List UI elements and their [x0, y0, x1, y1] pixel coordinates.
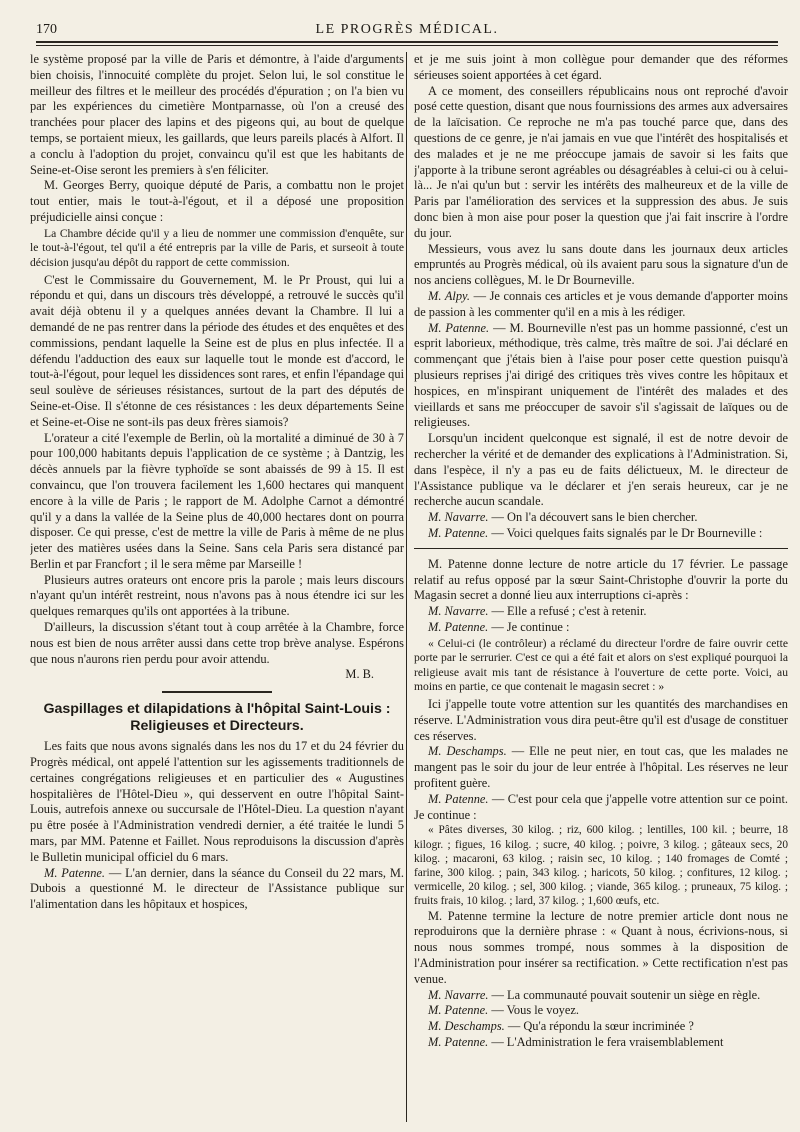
dialogue-line	[414, 510, 788, 526]
section-rule	[414, 548, 788, 549]
dialogue-line	[414, 289, 788, 321]
dialogue-text: — On l'a découvert sans le bien chercher.	[488, 510, 698, 525]
paragraph: Plusieurs autres orateurs ont encore pris la parole ; mais leurs discours n'ayant qu'un intérêt restreint, nous n'avons pas à nous étendre ici sur les quelques remarques qu'ils ont apportées à la tribune.	[30, 572, 404, 619]
dialogue-text: — C'est pour cela que j'appelle votre attention sur ce point. Je continue :	[414, 791, 788, 822]
dialogue-text: — Voici quelques faits signalés par le Dr Bourneville :	[488, 525, 763, 540]
running-title: LE PROGRÈS MÉDICAL.	[315, 22, 499, 37]
dialogue-text: — Je connais ces articles et je vous demande d'apporter moins de passion à les commenter qu'il en a mis à les rédiger.	[414, 288, 788, 319]
speaker-name: M. Patenne.	[428, 320, 490, 335]
paragraph: M. Georges Berry, quoique député de Paris, a combattu non le projet tout entier, mais le tout-à-l'égout, et il a déposé une proposition préjudicielle ainsi conçue :	[30, 178, 404, 224]
dialogue-line	[414, 526, 788, 542]
paragraph: et je me suis joint à mon collègue pour demander que des réformes sérieuses soient apportées à cet égard.	[414, 52, 788, 82]
dialogue-line	[414, 1035, 788, 1051]
section-separator	[162, 691, 272, 693]
dialogue-text: — Vous le voyez.	[488, 1003, 579, 1018]
paragraph: A ce moment, des conseillers républicains nous ont reproché d'avoir posé cette question, disant que nous fournissions des armes aux adversaires de la laïcisation. Ce reproche ne m'a pas touché parce que, dans des questions de ce genre, je n'ai jamais en vue que l'intérêt des hospitalisés et des malades et je ne me préoccupe jamais de savoir si les faits que j'apporte à la tribune seront agréables ou désagréables à celui-ci ou à celui-là... Je n'ai qu'un but : servir les intérêts des malheureux et de la ville de Paris par l'amélioration des services et la suppression des abus. Je suis donc bien à mon aise pour poser la question que j'ai fait inscrire à l'ordre du jour.	[414, 83, 788, 240]
dialogue-line	[30, 866, 404, 913]
article-title: Gaspillages et dilapidations à l'hôpital Saint-Louis : Religieuses et Directeurs.	[43, 701, 391, 735]
header-rule	[36, 41, 778, 43]
header-rule-thin	[36, 45, 778, 46]
dialogue-text: — L'Administration le fera vraisemblablement	[488, 1035, 724, 1050]
dialogue-line	[414, 620, 788, 636]
dialogue-text: — La communauté pouvait soutenir un siège en règle.	[488, 987, 761, 1002]
paragraph: Lorsqu'un incident quelconque est signalé, il est de notre devoir de rechercher la vérité et de demander des explications à l'Administration. Si, dans l'espèce, il n'y a pas eu de faits délictueux, M. le directeur de l'Assistance publique va le déclarer et j'en serais heureux, car je ne recherche aucun scandale.	[414, 431, 788, 509]
speaker-name: M. Navarre.	[428, 987, 489, 1002]
dialogue-text: — Elle ne peut nier, en tout cas, que les malades ne mangent pas le soir du jour de leur entrée à l'hôpital. Les réserves ne leur profitent guère.	[414, 744, 788, 791]
speaker-name: M. Deschamps.	[428, 744, 507, 759]
dialogue-text: — Elle a refusé ; c'est à retenir.	[488, 604, 647, 619]
speaker-name: M. Navarre.	[428, 604, 489, 619]
speaker-name: M. Patenne.	[428, 1035, 489, 1050]
dialogue-line	[414, 604, 788, 620]
paragraph: Ici j'appelle toute votre attention sur les quantités des marchandises en réserve. L'Administration vous dira peut-être qu'il est d'usage de constituer ces réserves.	[414, 697, 788, 743]
dialogue-text: — M. Bourneville n'est pas un homme passionné, c'est un esprit laborieux, méthodique, très calme, très maître de soi. J'ai déclaré en commençant que j'étais bien à l'aise pour poser cette question puisqu'à plusieurs reprises j'ai dirigé des critiques très vives contre les hôpitaux et hospices, en m'inspirant uniquement de l'intérêt des malades et des vieillards et sans me préoccuper de savoir s'il s'agissait de laïques ou de religieuses.	[414, 320, 788, 430]
speaker-name: M. Patenne.	[428, 525, 489, 540]
page-header	[36, 20, 778, 42]
speaker-name: M. Deschamps.	[428, 1019, 505, 1034]
page-number: 170	[36, 22, 57, 37]
paragraph: Les faits que nous avons signalés dans les nos du 17 et du 24 février du Progrès médical, ont appelé l'attention sur les agissements traditionnels de certaines congrégations religieuses et en particulier des « Augustines hospitalières de l'Hôtel-Dieu », qui desservent en outre l'hôpital Saint-Louis, autrefois annexe ou succursale de l'Hôtel-Dieu. La question n'ayant pu être posée à l'Administration vendredi dernier, a été traitée le lundi 5 mars, par MM. Patenne et Faillet. Nous reproduisons la discussion d'après le Bulletin municipal officiel du 6 mars.	[30, 739, 404, 864]
speaker-name: M. Alpy.	[428, 288, 470, 303]
paragraph: M. Patenne termine la lecture de notre premier article dont nous ne reproduirons que la dernière phrase : « Quant à nous, écrivions-nous, si nous nous sommes trompé, nous sommes à la disposition de l'Administration pour insérer sa rectification. » Cette rectification n'est pas venue.	[414, 908, 788, 986]
quoted-proposal: La Chambre décide qu'il y a lieu de nommer une commission d'enquête, sur le tout-à-l'égout, tel qu'il a été entrepris par la ville de Paris, et surseoit à toute décision jusqu'au dépôt du rapport de cette commission.	[30, 226, 404, 269]
paragraph: D'ailleurs, la discussion s'étant tout à coup arrêtée à la Chambre, force nous est bien de nous arrêter aussi dans cette trop brève analyse. Espérons que nous n'aurons rien perdu pour avoir attendu.	[30, 620, 404, 666]
inventory-list: « Pâtes diverses, 30 kilog. ; riz, 600 kilog. ; lentilles, 100 kil. ; beurre, 18 kilogr. ; figues, 16 kilog. ; sucre, 40 kilog. ; poivre, 3 kilog. ; gâteaux secs, 20 kilog. ; macaroni, 63 kilog. ; raisin sec, 10 kilog. ; 140 fromages de Comté ; farine, 300 kilog. ; pain, 343 kilog. ; haricots, 50 kilog. ; confitures, 12 kilog. ; vermicelle, 20 kilog. ; sel, 300 kilog. ; viande, 365 kilog. ; pruneaux, 75 kilog. ; fruits frais, 10 kilog. ; lard, 37 kilog. ; 1,600 œufs, etc.	[414, 824, 788, 908]
paragraph: Messieurs, vous avez lu sans doute dans les journaux deux articles empruntés au Progrès médical, où ils avaient paru sous la signature d'un de nos anciens collègues, M. le Dr Bourneville.	[414, 241, 788, 288]
dialogue-text: — Qu'a répondu la sœur incriminée ?	[504, 1019, 694, 1034]
dialogue-line	[414, 1019, 788, 1035]
dialogue-text: — L'an dernier, dans la séance du Conseil du 22 mars, M. Dubois a questionné M. le directeur de l'Assistance publique sur l'alimentation dans les hôpitaux et hospices,	[30, 865, 404, 912]
speaker-name: M. Patenne.	[44, 865, 105, 880]
dialogue-line	[414, 744, 788, 791]
signature: M. B.	[345, 667, 374, 682]
speaker-name: M. Patenne.	[428, 1003, 489, 1018]
paragraph: C'est le Commissaire du Gouvernement, M. le Pr Proust, qui lui a répondu et qui, dans un discours très développé, a retrouvé le succès qu'il avait déjà obtenu il y a quelques années devant la Chambre. Il lui a demandé de ne pas rentrer dans la période des études et des enquêtes et des commissions, pendant laquelle la Seine est de plus en plus infectée. Il a défendu l'adduction des eaux sur laquelle tout le monde est d'accord, le tout-à-l'égout, pour lequel les dissidences sont rares, et enfin l'épandage qui seul soulève de sérieuses résistances, surtout de la part des députés de Seine-et-Oise. Il s'étonne de ces résistances : les deux départements Seine et Seine-et-Oise ne sont-ils pas deux frères siamois?	[30, 272, 404, 429]
speaker-name: M. Patenne.	[428, 619, 489, 634]
left-column	[30, 52, 404, 1124]
quoted-passage: « Celui-ci (le contrôleur) a réclamé du directeur l'ordre de faire ouvrir cette porte par le serrurier. C'est ce qui a été fait et alors on s'est expliqué pourquoi la religieuse avait mis tant de résistance à l'ouverture de cette porte. Voici, au moins en partie, ce que contenait le magasin secret : »	[414, 636, 788, 694]
paragraph: M. Patenne donne lecture de notre article du 17 février. Le passage relatif au refus opposé par la sœur Saint-Christophe d'ouvrir la porte du Magasin secret a donné lieu aux interruptions ci-après :	[414, 556, 788, 603]
paragraph: L'orateur a cité l'exemple de Berlin, où la mortalité a diminué de 30 à 7 pour 100,000 habitants depuis l'application de ce système ; à Dantzig, les décès annuels par la fièvre typhoïde se sont abaissés de 99 à 15. Il est convaincu, que l'on trouvera facilement les 1,600 hectares qui manquent encore à la ville de Paris ; le rapport de M. Adolphe Carnot a démontré qu'il y a dans la vallée de la Seine plus de 40,000 hectares dont on pourra disposer. Ce qui presse, c'est de mettre la ville de Paris à même de ne plus jeter des matières usées dans la Seine. Sans cela Paris sera distancé par Berlin et par Francfort ; il le sera même par Marseille !	[30, 430, 404, 571]
paragraph: le système proposé par la ville de Paris et démontre, à l'aide d'arguments bien choisis, l'innocuité complète du projet. Selon lui, le sol constitue le meilleur des filtres et le meilleur des procédés d'épuration ; on l'a bien vu par les expériences du cimetière Montparnasse, où l'on a creusé des tranchées pour placer des lapins et des pigeons qui, au bout de quelque temps, se portaient mieux, les gaillards, que leurs pareils placés à Alfort. Il a conclu à l'adoption du projet, convaincu qu'il est que les habitants de Seine-et-Oise seront les premiers à s'en féliciter.	[30, 52, 404, 177]
dialogue-line	[414, 988, 788, 1004]
column-divider	[406, 52, 407, 1122]
speaker-name: M. Patenne.	[428, 791, 489, 806]
right-column	[414, 52, 788, 1124]
dialogue-text: — Je continue :	[488, 619, 570, 634]
dialogue-line	[414, 321, 788, 432]
speaker-name: M. Navarre.	[428, 510, 489, 525]
dialogue-line	[414, 1003, 788, 1019]
dialogue-line	[414, 792, 788, 824]
